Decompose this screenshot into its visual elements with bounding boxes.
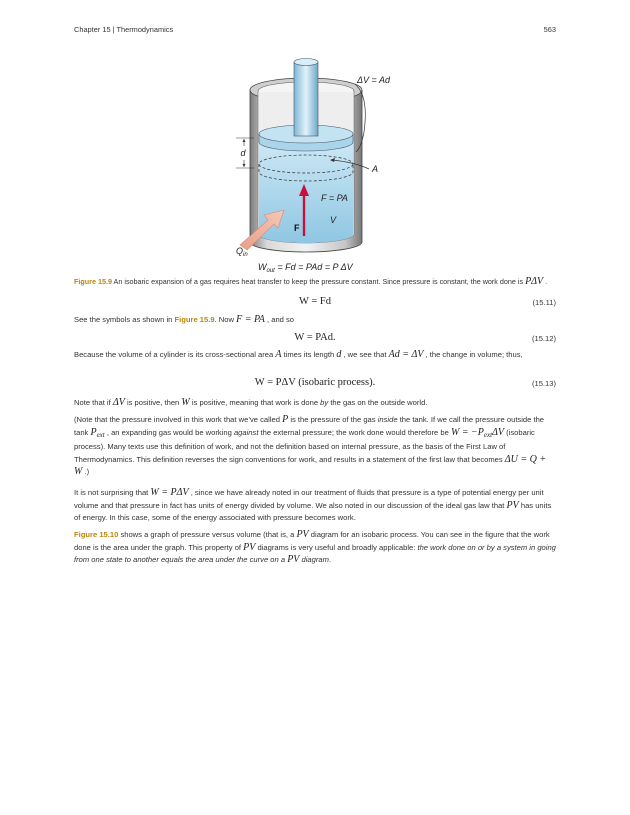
page-header (74, 25, 556, 37)
text-run: . (328, 555, 332, 564)
figure-svg (226, 56, 406, 278)
equation-15-12 (74, 332, 556, 346)
text-run: Because the volume of a cylinder is its cross-sectional area (74, 350, 276, 359)
math-inline: W = PΔV (150, 487, 189, 498)
text-italic: by (320, 398, 329, 407)
text-run: It is not surprising that (74, 488, 151, 497)
equation-number: (15.12) (531, 334, 556, 343)
label-a: A (372, 164, 379, 174)
math-subscript: ext (483, 430, 493, 439)
equation-15-13 (74, 377, 556, 391)
text-run: is positive, then (124, 398, 182, 407)
label-delta-v: ΔV = Ad (357, 75, 390, 85)
piston-rod-top (294, 59, 318, 66)
math-inline: PV (296, 529, 309, 540)
math-inline: ΔV (112, 397, 125, 408)
equation-15-11 (74, 296, 556, 310)
text-run: the gas on the outside world. (328, 398, 428, 407)
math-inline: PV (287, 554, 300, 565)
text-run: has units of energy. In this case, some of the energy associated with pressure becomes work. (74, 500, 552, 522)
paragraph-volume (74, 349, 556, 362)
math-inline: d (336, 349, 342, 360)
text-italic: diagram (299, 555, 329, 564)
text-italic: the work done on or by a system in going from one state to another equals the area under the curve on a (74, 542, 556, 564)
figure-caption (74, 277, 564, 287)
text-run: is positive, meaning that work is done (189, 398, 321, 407)
piston-cylinder-figure (226, 56, 406, 278)
math-inline: P (282, 414, 289, 425)
paragraph-note-pressure (74, 414, 556, 479)
equation-expression: W = PAd. (294, 332, 336, 343)
math-subscript: ext (96, 430, 105, 439)
text-run: times its length (281, 350, 337, 359)
figure-link[interactable]: Figure 15.9 (174, 315, 215, 324)
equation-number: (15.11) (532, 298, 556, 307)
math-inline: PV (243, 541, 256, 553)
math-inline: A (275, 349, 282, 360)
text-run: (Note that the pressure involved in this work that we’ve called (74, 415, 283, 424)
math-inline: ΔU = Q + W (74, 453, 547, 477)
paragraph-not-surprising (74, 487, 556, 525)
equation-expression: W = Fd (299, 296, 331, 307)
text-run: shows a graph of pressure versus volume (that is, a (118, 530, 297, 539)
piston-rod (294, 62, 318, 136)
math-inline: W (181, 397, 190, 408)
text-run: is the pressure of the gas (288, 415, 378, 424)
math-inline: P (90, 426, 97, 438)
paragraph-symbols (74, 314, 556, 327)
caption-end: . (543, 277, 548, 286)
caption-text: An isobaric expansion of a gas requires heat transfer to keep the pressure constant. Since pressure is constant, the work done is (111, 277, 526, 286)
math-inline: PV (506, 499, 519, 511)
label-v: V (330, 215, 337, 225)
text-run: Note that if (74, 398, 113, 407)
equation-number: (15.13) (531, 379, 556, 388)
label-f-eq: F = PA (321, 193, 348, 203)
caption-figure-ref: Figure 15.9 (74, 277, 112, 286)
math-inline: F = PA (236, 314, 265, 325)
math-inline: ΔV (492, 426, 505, 438)
text-italic: against (233, 427, 259, 437)
work-equation-label: $W_{out} = Fd$ = PAd = P ΔV (258, 262, 353, 274)
text-run: . Now (214, 315, 237, 324)
math-inline: Ad = ΔV (388, 349, 424, 360)
text-run: , the change in volume; thus, (423, 350, 523, 359)
text-run: diagram for an isobaric process. You can see in the figure that the work done is the area under the graph. This property of (74, 530, 550, 552)
text-run: , since we have already noted in our treatment of fluids that pressure is a type of potential energy per unit volume and that pressure in fact has units of energy divided by volume. We also noted in our discussion of the ideal gas law that (74, 488, 544, 510)
text-run: , and so (264, 315, 295, 324)
text-run: , we see that (341, 350, 389, 359)
chapter-title: Chapter 15 | Thermodynamics (74, 25, 174, 34)
equation-expression: W = PΔV (isobaric process). (254, 377, 376, 388)
page-number: 563 (543, 25, 556, 34)
paragraph-pv-diagram (74, 529, 556, 567)
d-arrowhead-up (243, 139, 246, 142)
paragraph-positive-work (74, 397, 556, 410)
caption-math: PΔV (525, 276, 544, 287)
text-run: , an expanding gas would be working (104, 427, 234, 437)
text-run: the external pressure; the work done would therefore be (258, 427, 451, 437)
figure-link[interactable]: Figure 15.10 (74, 530, 119, 539)
label-d: d (240, 148, 246, 158)
text-run: (isobaric process). Many texts use this definition of work, and not the definition based on internal pressure, as the basis of the First Law of Thermodynamics. This definition reverses the sign conventions for work, and results in a statement of the first law that becomes (74, 427, 535, 464)
text-run: See the symbols as shown in (74, 315, 175, 324)
label-f: F (294, 223, 300, 233)
label-q: $Q_{in}$ (236, 246, 248, 258)
d-arrowhead-down (243, 164, 246, 167)
text-run: the tank. If we call the pressure outside the tank (74, 415, 545, 437)
text-run: .) (82, 467, 90, 476)
math-inline: W = −P (450, 426, 484, 438)
text-run: diagrams is very useful and broadly applicable: (255, 542, 418, 552)
text-italic: inside (377, 415, 398, 424)
